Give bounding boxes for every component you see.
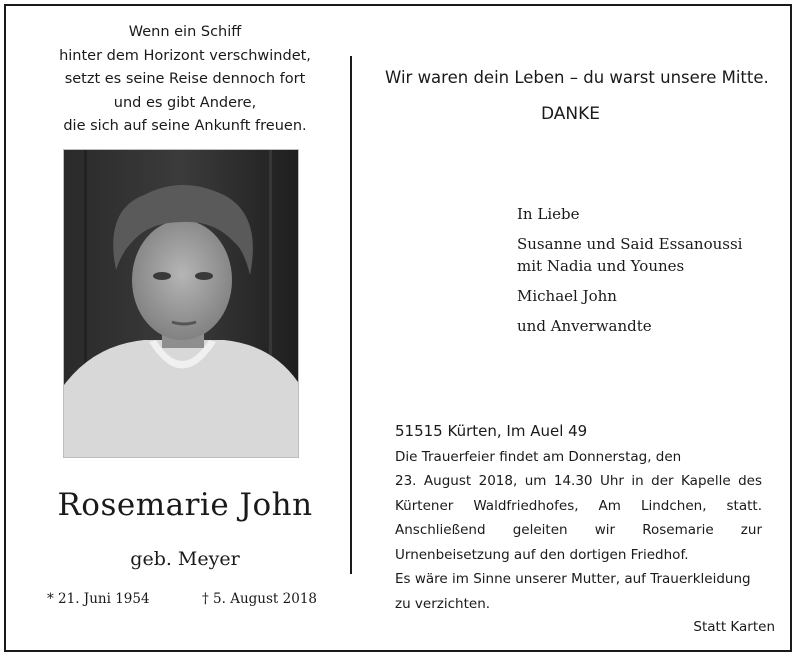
ceremony-line: Es wäre im Sinne unserer Mutter, auf Trauerkleidung [395, 571, 751, 587]
birth-date: * 21. Juni 1954 [47, 591, 150, 607]
ceremony-line: Anschließend geleiten wir Rosemarie zur [395, 522, 762, 538]
family-line: Susanne und Said Essanoussi [517, 235, 743, 253]
poem-line: hinter dem Horizont verschwindet, [59, 47, 311, 64]
family-line: mit Nadia und Younes [517, 257, 685, 275]
deceased-name: Rosemarie John [57, 487, 313, 523]
family-signature [517, 203, 742, 337]
vertical-divider [350, 56, 352, 574]
footer-note: Statt Karten [693, 619, 775, 635]
family-line: In Liebe [517, 205, 580, 223]
family-line: Michael John [517, 287, 617, 305]
thanks-heading: DANKE [541, 104, 601, 124]
life-dates [47, 591, 317, 607]
ceremony-line: Die Trauerfeier findet am Donnerstag, den [395, 448, 682, 465]
poem-line: Wenn ein Schiff [128, 24, 242, 40]
ceremony-line: zu verzichten. [395, 595, 491, 612]
ceremony-info [395, 419, 762, 616]
death-date: † 5. August 2018 [202, 591, 317, 607]
portrait-photo [63, 149, 299, 458]
poem-line: und es gibt Andere, [113, 94, 257, 111]
ceremony-line: 23. August 2018, um 14.30 Uhr in der Kapelle des [395, 473, 762, 489]
motto: Wir waren dein Leben – du warst unsere Mitte. [385, 68, 769, 87]
poem-line: setzt es seine Reise dennoch fort [64, 71, 306, 87]
poem-line: die sich auf seine Ankunft freuen. [63, 118, 307, 134]
ceremony-line: Kürtener Waldfriedhofes, Am Lindchen, statt. [395, 497, 762, 514]
family-line: und Anverwandte [517, 317, 652, 335]
ceremony-line: Urnenbeisetzung auf den dortigen Friedhof. [395, 546, 689, 563]
birth-name: geb. Meyer [130, 548, 240, 570]
address: 51515 Kürten, Im Auel 49 [395, 422, 588, 440]
poem [40, 21, 330, 139]
